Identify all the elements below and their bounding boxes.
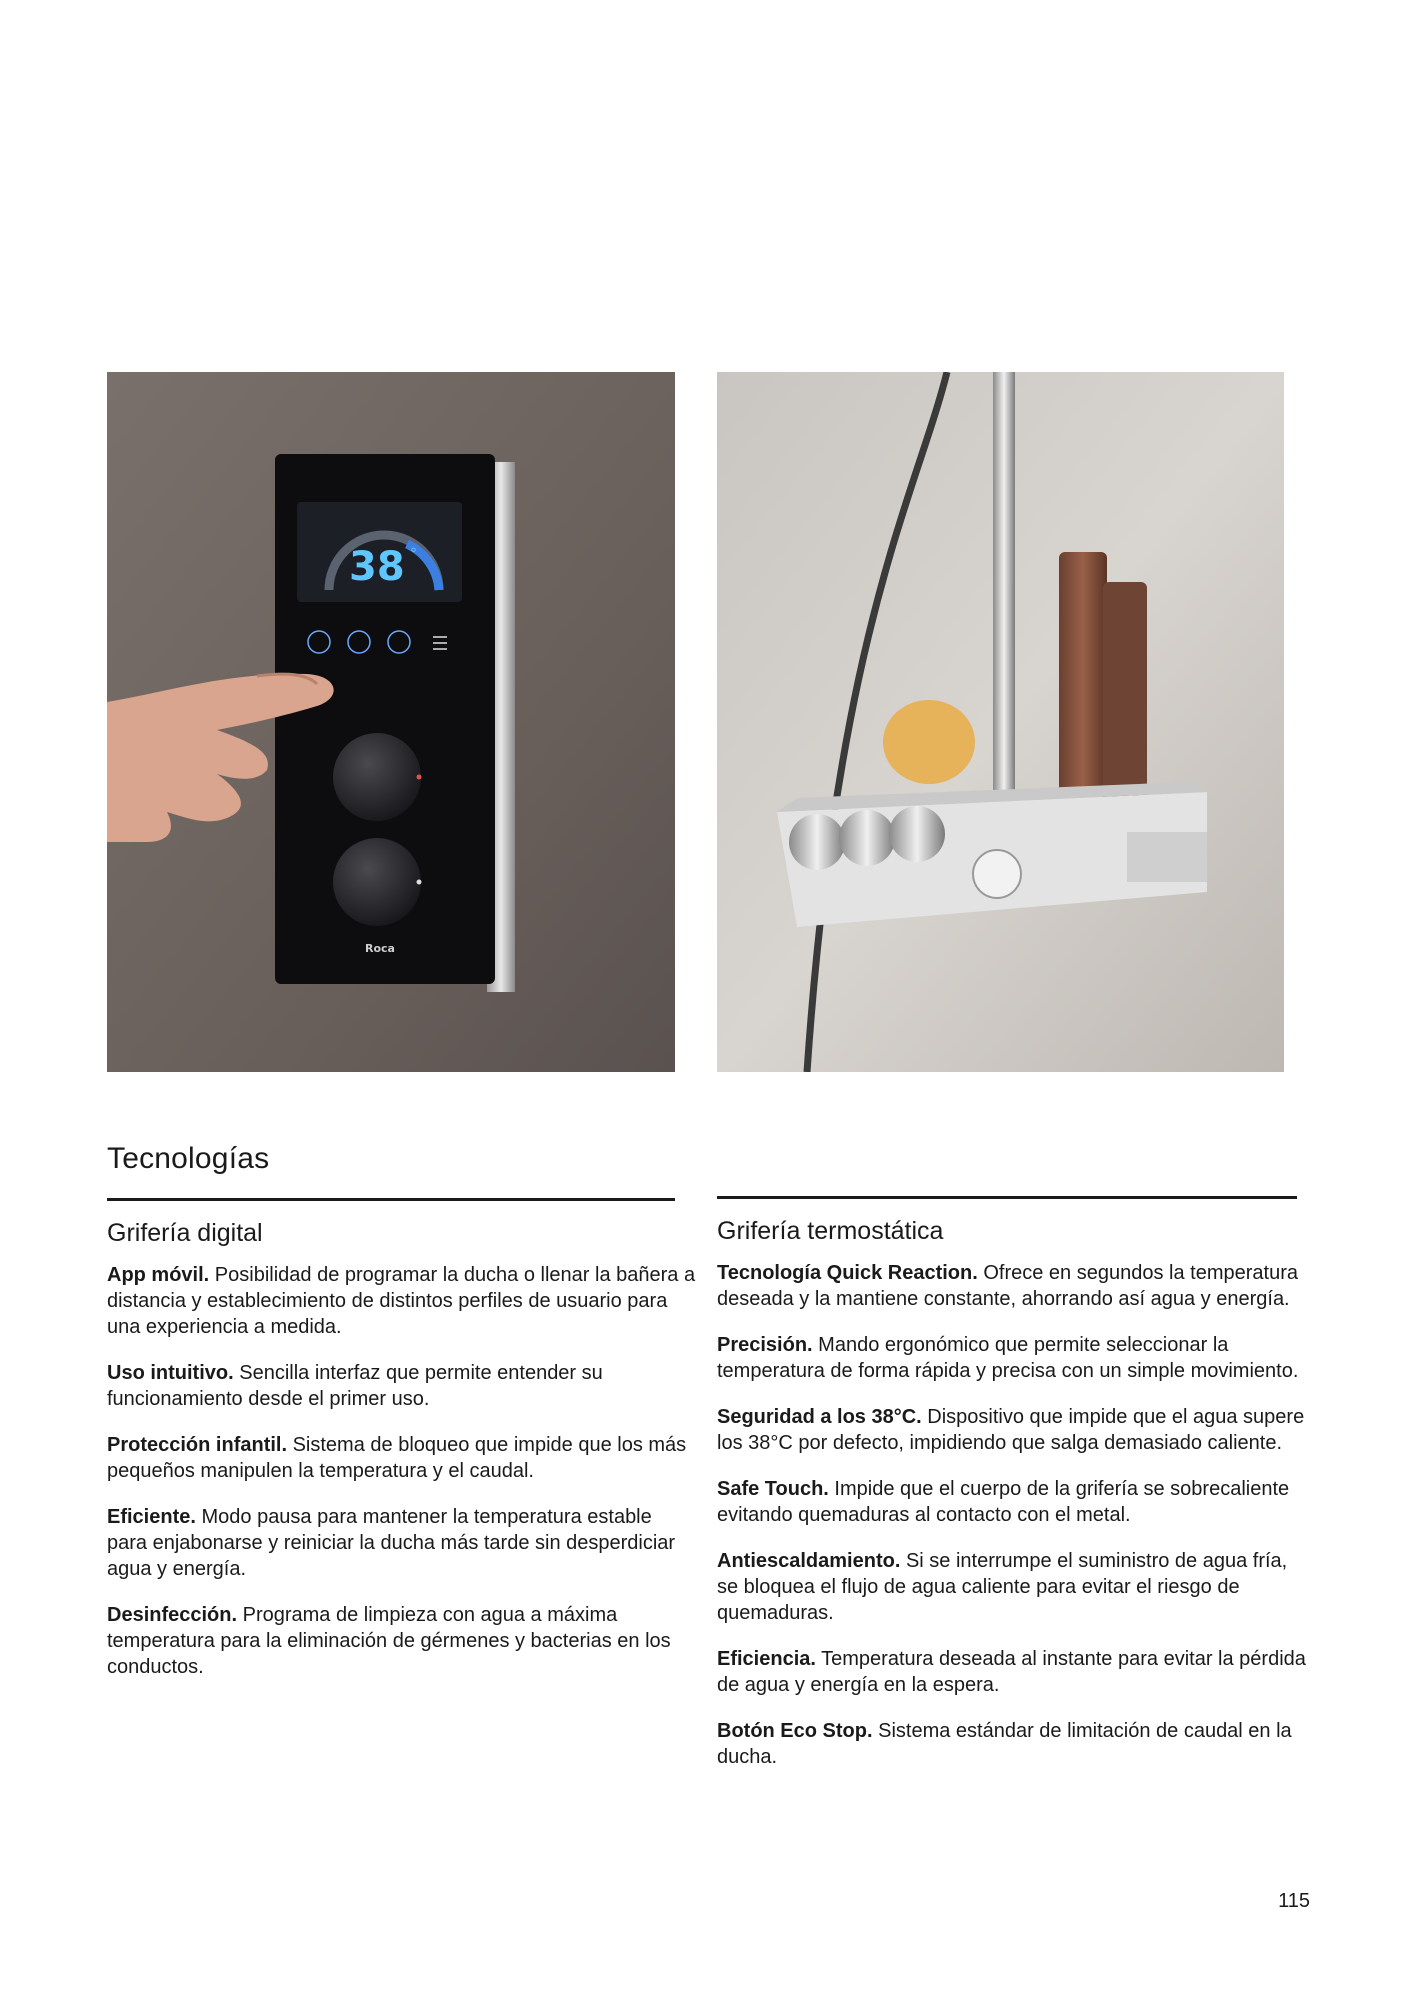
feature-text: Modo pausa para mantener la temperatura estable para enjabonarse y reiniciar la ducha más tarde sin desperdiciar agua y energía.	[107, 1506, 676, 1580]
feature-term: Botón Eco Stop.	[717, 1720, 873, 1742]
feature-term: Seguridad a los 38°C.	[717, 1406, 922, 1428]
feature-item	[717, 1404, 1307, 1456]
feature-term: Desinfección.	[107, 1604, 238, 1626]
feature-term: Protección infantil.	[107, 1434, 288, 1456]
thermostatic-shower-photo	[717, 372, 1284, 1072]
feature-item	[717, 1476, 1307, 1528]
feature-term: Antiescaldamiento.	[717, 1550, 901, 1572]
feature-text: Temperatura deseada al instante para evitar la pérdida de agua y energía en la espera.	[717, 1648, 1306, 1696]
digital-faucet-column	[107, 1216, 697, 1700]
feature-term: Safe Touch.	[717, 1478, 829, 1500]
feature-term: Uso intuitivo.	[107, 1362, 234, 1384]
section-title: Tecnologías	[107, 1142, 270, 1175]
feature-item	[107, 1432, 697, 1484]
feature-term: Tecnología Quick Reaction.	[717, 1262, 978, 1284]
feature-item	[107, 1360, 697, 1412]
feature-term: Precisión.	[717, 1334, 813, 1356]
feature-term: Eficiente.	[107, 1506, 196, 1528]
left-divider	[107, 1198, 675, 1201]
right-divider	[717, 1196, 1297, 1199]
brand-logo: Roca	[365, 942, 395, 955]
feature-term: Eficiencia.	[717, 1648, 816, 1670]
page-number: 115	[1278, 1890, 1310, 1912]
feature-text: Sistema de bloqueo que impide que los más pequeños manipulen la temperatura y el caudal.	[107, 1434, 687, 1482]
feature-text: Mando ergonómico que permite seleccionar la temperatura de forma rápida y precisa con un simple movimiento.	[717, 1334, 1299, 1382]
display-temperature: 38	[349, 544, 405, 590]
feature-item	[717, 1260, 1307, 1312]
feature-text: Impide que el cuerpo de la grifería se sobrecaliente evitando quemaduras al contacto con el metal.	[717, 1478, 1290, 1526]
feature-text: Programa de limpieza con agua a máxima temperatura para la eliminación de gérmenes y bacterias en los conductos.	[107, 1604, 671, 1678]
feature-item	[717, 1548, 1307, 1626]
column-heading: Grifería digital	[107, 1219, 263, 1247]
digital-shower-control-photo	[107, 372, 675, 1072]
thermostatic-faucet-column	[717, 1214, 1307, 1790]
feature-item	[107, 1262, 697, 1340]
feature-item	[717, 1332, 1307, 1384]
feature-item	[717, 1646, 1307, 1698]
feature-text: Ofrece en segundos la temperatura deseada y la mantiene constante, ahorrando así agua y energía.	[717, 1262, 1298, 1310]
feature-text: Dispositivo que impide que el agua supere los 38°C por defecto, impidiendo que salga demasiado caliente.	[717, 1406, 1305, 1454]
feature-term: App móvil.	[107, 1264, 210, 1286]
feature-item	[717, 1718, 1307, 1770]
feature-text: Sencilla interfaz que permite entender su funcionamiento desde el primer uso.	[107, 1362, 603, 1410]
feature-text: Si se interrumpe el suministro de agua fría, se bloquea el flujo de agua caliente para evitar el riesgo de quemaduras.	[717, 1550, 1288, 1624]
feature-text: Posibilidad de programar la ducha o llenar la bañera a distancia y establecimiento de distintos perfiles de usuario para una experiencia a medida.	[107, 1264, 696, 1338]
column-heading: Grifería termostática	[717, 1217, 944, 1245]
display-degree: °	[410, 546, 417, 562]
feature-text: Sistema estándar de limitación de caudal en la ducha.	[717, 1720, 1292, 1768]
feature-item	[107, 1602, 697, 1680]
feature-item	[107, 1504, 697, 1582]
